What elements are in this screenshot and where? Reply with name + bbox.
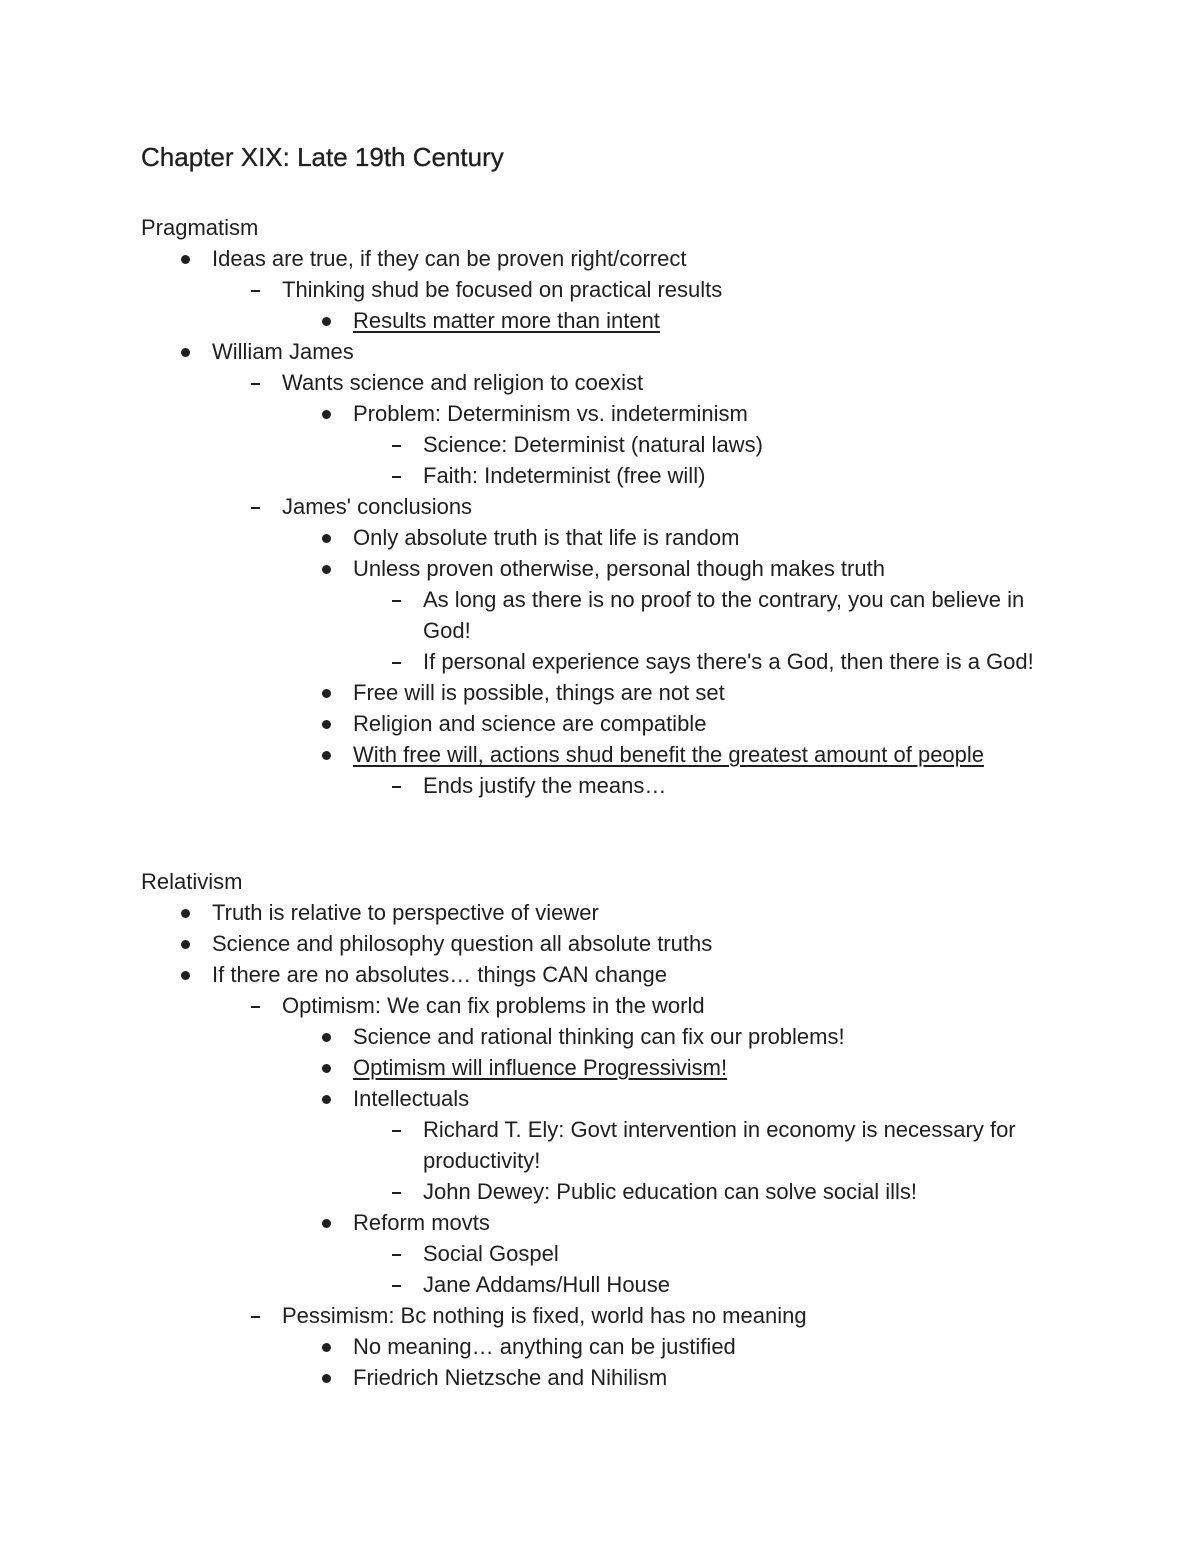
item-text: Unless proven otherwise, personal though makes truth	[353, 556, 885, 581]
bullet-marker	[317, 1083, 337, 1114]
dash-marker	[387, 1176, 407, 1207]
dash-marker	[387, 460, 407, 491]
bullet-item-level-3	[317, 739, 1061, 770]
item-text: Friedrich Nietzsche and Nihilism	[353, 1365, 668, 1390]
bullet-marker	[176, 959, 196, 990]
dash-marker	[387, 770, 407, 801]
bullet-item-level-3	[317, 398, 1061, 429]
dash-item-level-2	[246, 367, 1061, 398]
item-text: Reform movts	[353, 1210, 490, 1235]
dash-marker	[246, 990, 266, 1021]
item-text: William James	[212, 339, 354, 364]
bullet-item-level-3	[317, 708, 1061, 739]
bullet-item-level-1	[176, 897, 1061, 928]
bullet-item-level-3	[317, 1207, 1061, 1238]
bullet-item-level-1	[176, 928, 1061, 959]
dash-item-level-4	[387, 584, 1061, 646]
bullet-item-level-3	[317, 1083, 1061, 1114]
dash-item-level-4	[387, 460, 1061, 491]
item-text: Jane Addams/Hull House	[423, 1272, 671, 1297]
item-text: Optimism: We can fix problems in the world	[282, 993, 705, 1018]
dash-item-level-4	[387, 1114, 1061, 1176]
dash-marker	[387, 646, 407, 677]
bullet-marker	[317, 739, 337, 770]
item-text: Science and rational thinking can fix our problems!	[353, 1024, 845, 1049]
dash-marker	[387, 429, 407, 460]
bullet-item-level-1	[176, 336, 1061, 367]
dash-item-level-2	[246, 491, 1061, 522]
item-text: Religion and science are compatible	[353, 711, 707, 736]
item-text	[317, 1052, 1061, 1083]
bullet-item-level-3	[317, 553, 1061, 584]
dash-item-level-4	[387, 1238, 1061, 1269]
dash-marker	[246, 274, 266, 305]
item-text: As long as there is no proof to the contrary, you can believe in God!	[423, 587, 1025, 643]
item-text	[317, 305, 1061, 336]
outline-list	[141, 897, 1141, 1393]
bullet-marker	[317, 1052, 337, 1083]
section-heading: Relativism	[141, 869, 243, 894]
item-text: Ends justify the means…	[423, 773, 667, 798]
item-text: Only absolute truth is that life is random	[353, 525, 740, 550]
bullet-marker	[317, 522, 337, 553]
dash-item-level-2	[246, 274, 1061, 305]
dash-item-level-2	[246, 1300, 1061, 1331]
dash-marker	[387, 1238, 407, 1269]
item-text: Intellectuals	[353, 1086, 470, 1111]
bullet-marker	[176, 336, 196, 367]
dash-item-level-4	[387, 1176, 1061, 1207]
dash-item-level-4	[387, 646, 1061, 677]
bullet-item-level-1	[176, 959, 1061, 990]
bullet-item-level-3	[317, 1362, 1061, 1393]
dash-item-level-4	[387, 429, 1061, 460]
dash-marker	[246, 367, 266, 398]
bullet-marker	[317, 1362, 337, 1393]
item-text: Science: Determinist (natural laws)	[423, 432, 763, 457]
section-relativism	[141, 866, 1141, 1393]
bullet-marker	[317, 305, 337, 336]
item-text	[317, 739, 1061, 770]
dash-marker	[387, 1114, 407, 1145]
underlined-note: With free will, actions shud benefit the greatest amount of people	[353, 742, 985, 767]
bullet-marker	[317, 553, 337, 584]
page-title: Chapter XIX: Late 19th Century	[141, 142, 504, 172]
item-text: Faith: Indeterminist (free will)	[423, 463, 706, 488]
item-text: Science and philosophy question all absolute truths	[212, 931, 713, 956]
dash-marker	[387, 1269, 407, 1300]
bullet-item-level-3	[317, 522, 1061, 553]
bullet-marker	[317, 1021, 337, 1052]
item-text: Wants science and religion to coexist	[282, 370, 644, 395]
dash-marker	[246, 491, 266, 522]
item-text: Social Gospel	[423, 1241, 559, 1266]
section-heading: Pragmatism	[141, 215, 259, 240]
bullet-marker	[176, 243, 196, 274]
bullet-marker	[176, 928, 196, 959]
item-text: If personal experience says there's a God, then there is a God!	[423, 649, 1034, 674]
item-text: If there are no absolutes… things CAN change	[212, 962, 667, 987]
dash-item-level-4	[387, 770, 1061, 801]
bullet-marker	[317, 677, 337, 708]
bullet-marker	[317, 398, 337, 429]
item-text: No meaning… anything can be justified	[353, 1334, 736, 1359]
underlined-note: Optimism will influence Progressivism!	[353, 1055, 728, 1080]
bullet-item-level-3	[317, 305, 1061, 336]
outline-list	[141, 243, 1141, 801]
dash-item-level-2	[246, 990, 1061, 1021]
bullet-marker	[317, 1207, 337, 1238]
bullet-marker	[317, 708, 337, 739]
item-text: Ideas are true, if they can be proven right/correct	[212, 246, 687, 271]
underlined-note: Results matter more than intent	[353, 308, 660, 333]
bullet-item-level-3	[317, 1052, 1061, 1083]
item-text: Free will is possible, things are not set	[353, 680, 725, 705]
dash-marker	[246, 1300, 266, 1331]
item-text: Pessimism: Bc nothing is fixed, world has no meaning	[282, 1303, 807, 1328]
bullet-item-level-1	[176, 243, 1061, 274]
item-text: Problem: Determinism vs. indeterminism	[353, 401, 748, 426]
bullet-item-level-3	[317, 677, 1061, 708]
bullet-item-level-3	[317, 1331, 1061, 1362]
bullet-item-level-3	[317, 1021, 1061, 1052]
section-pragmatism	[141, 212, 1141, 801]
dash-item-level-4	[387, 1269, 1061, 1300]
item-text: Truth is relative to perspective of viewer	[212, 900, 599, 925]
item-text: Thinking shud be focused on practical results	[282, 277, 723, 302]
dash-marker	[387, 584, 407, 615]
bullet-marker	[317, 1331, 337, 1362]
bullet-marker	[176, 897, 196, 928]
item-text: John Dewey: Public education can solve social ills!	[423, 1179, 918, 1204]
item-text: Richard T. Ely: Govt intervention in economy is necessary for productivity!	[423, 1117, 1016, 1173]
item-text: James' conclusions	[282, 494, 473, 519]
